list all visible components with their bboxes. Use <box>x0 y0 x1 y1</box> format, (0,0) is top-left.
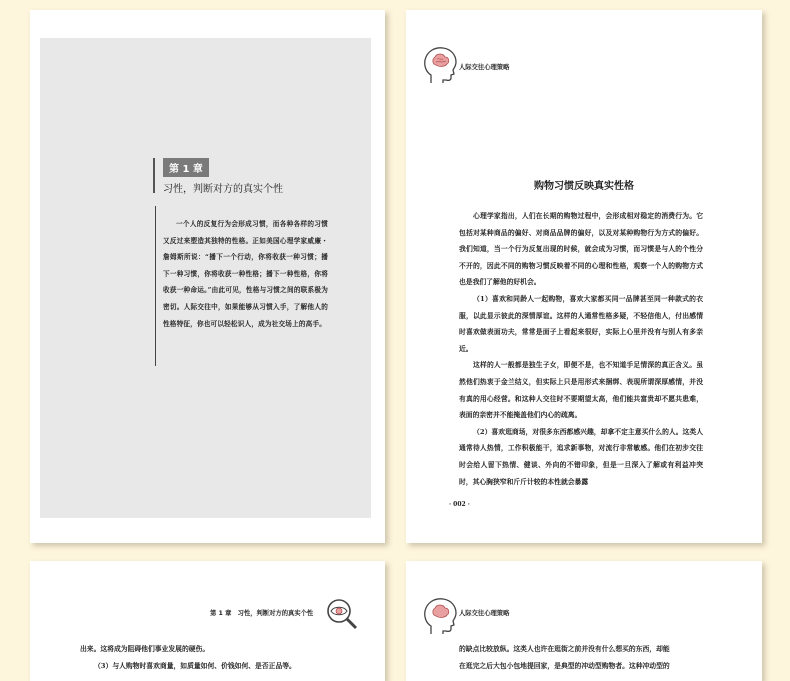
paragraph: （2）喜欢逛商场，对很多东西都感兴趣，却拿不定主意买什么的人。这类人通常待人热情，工作积极能干，追求新事物，对流行非常敏感。他们在初步交往时会给人留下热情、健谈、外向的不错印象，但是一旦深入了解或有利益冲突时，其心胸狭窄和斤斤计较的本性就会暴露 <box>459 427 703 486</box>
page-number: · 002 · <box>449 501 470 508</box>
paragraph: （1）喜欢和同龄人一起购物，喜欢大家都买同一品牌甚至同一种款式的衣服，以此显示彼此的深情厚谊。这样的人通常性格多疑，不轻信他人，付出感情时喜欢做表面功夫，常常是面子上看起来很好，实际上心里并没有与别人有多亲近。 <box>459 294 703 353</box>
next-right-page <box>406 561 762 681</box>
text-line: 在逛完之后大包小包地提回家，是典型的冲动型购物者。这种冲动型的 <box>459 661 670 670</box>
chapter-running-head: 第 1 章 习性，判断对方的真实个性 <box>210 610 314 617</box>
article-title: 购物习惯反映真实性格 <box>534 181 634 192</box>
paragraph: 心理学家指出，人们在长期的购物过程中，会形成相对稳定的消费行为。它包括对某种商品的偏好、对商品品牌的偏好，以及对某种购物行为方式的偏好。我们知道，当一个行为反复出现的时候，就会成为习惯，而习惯是与人的个性分不开的，因此不同的购物习惯反映着不同的心理和性格，观察一个人的购物方式也是我们了解他的好机会。 <box>459 212 703 287</box>
chapter-title: 习性，判断对方的真实个性 <box>163 184 283 195</box>
chapter-intro: 一个人的反复行为会形成习惯，而各种各样的习惯又反过来塑造其独特的性格。正如美国心理学家威廉・詹姆斯所说：“播下一个行动，你将收获一种习惯；播下一种习惯，你将收获一种性格；播下一种性格，你将收获一种命运。”由此可见，性格与习惯之间的联系极为密切。人际交往中，如果能够从习惯入手，了解他人的性格特征，你也可以轻松识人，成为社交场上的高手。 <box>163 220 328 328</box>
chapter-rule <box>153 158 155 193</box>
paragraph: 这样的人一般都是独生子女，即便不是，也不知道手足情深的真正含义。虽然他们热衷于金兰结义，但实际上只是用形式来捆绑、表现所谓深厚感情，并没有真的用心经营。和这种人交往时不要期望太高，他们能共富贵却不愿共患难，表面的亲密并不能掩盖他们内心的疏离。 <box>459 361 703 420</box>
page-body <box>459 641 709 674</box>
magnifier-eye-icon <box>325 597 359 631</box>
article-page <box>406 10 762 543</box>
text-line: （3）与人购物时喜欢商量，如质量如何、价钱如何、是否正品等。 <box>94 661 296 670</box>
text-line: 的缺点比较放纵。这类人也许在逛街之前并没有什么想买的东西，却能 <box>459 645 670 653</box>
article-body <box>459 208 703 490</box>
page-body <box>80 641 342 674</box>
next-left-page <box>30 561 385 681</box>
head-profile-icon <box>423 596 459 636</box>
head-profile-icon <box>423 45 459 85</box>
running-head: 人际交往心理策略 <box>459 64 510 71</box>
intro-rule <box>155 206 156 366</box>
text-line: 出来。这将成为阻碍他们事业发展的硬伤。 <box>80 645 210 653</box>
running-head: 人际交往心理策略 <box>459 610 510 617</box>
chapter-opener-page <box>30 10 385 543</box>
chapter-label: 第 1 章 <box>163 158 209 177</box>
